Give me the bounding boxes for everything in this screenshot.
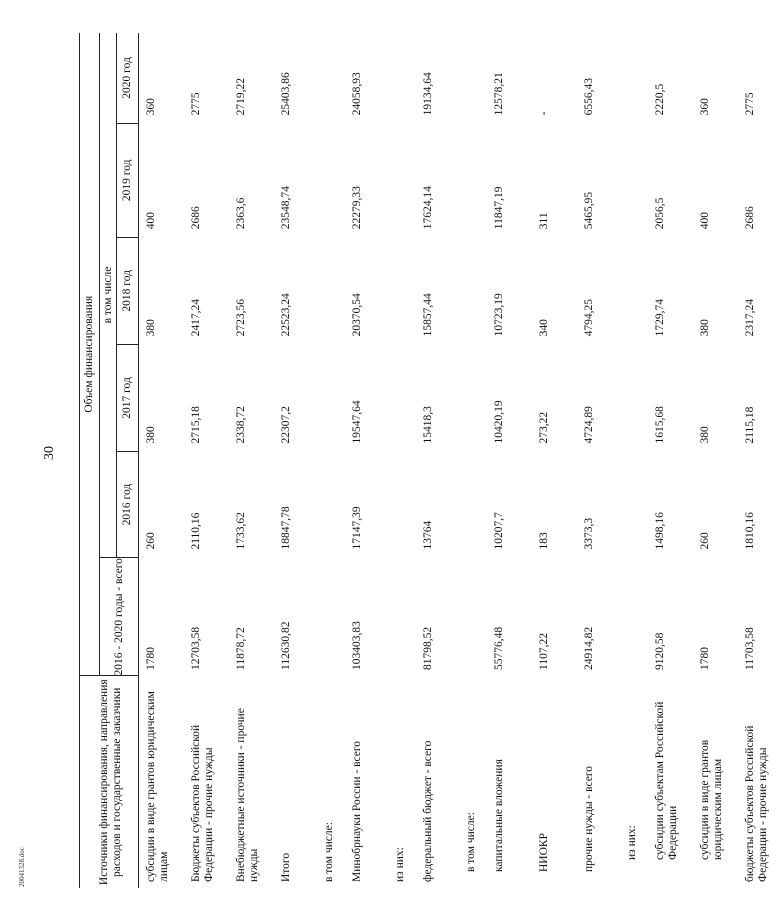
cell-year-value: 19134,64	[416, 33, 461, 123]
cell-year-value: 1810,16	[738, 452, 783, 558]
table-row	[532, 33, 577, 888]
cell-year-value: 13764	[416, 452, 461, 558]
table-row	[229, 33, 274, 888]
cell-year-value: 15857,44	[416, 237, 461, 344]
cell-total: 1780	[139, 558, 185, 676]
cell-year-value: 2317,24	[738, 237, 783, 344]
header-source: Источники финансирования, направления расходов и государственные заказчики	[80, 676, 139, 888]
page-number: 30	[40, 443, 60, 463]
cell-year-value: 18847,78	[274, 452, 319, 558]
cell-year-value: 2715,18	[184, 344, 229, 451]
cell-total: 1107,22	[532, 558, 577, 676]
cell-year-value: 25403,86	[274, 33, 319, 123]
row-label: из них:	[390, 676, 416, 888]
row-label: субсидии субъектам Российской Федерации	[648, 676, 693, 888]
cell-year-value: -	[532, 33, 577, 123]
cell-year-value: 260	[693, 452, 738, 558]
cell-year-value: 360	[693, 33, 738, 123]
cell-year-value: 10207,7	[487, 452, 532, 558]
cell-year-value	[622, 344, 648, 451]
row-label: Внебюджетные источники - прочие нужды	[229, 676, 274, 888]
row-label: Бюджеты субъектов Российской Федерации - прочие нужды	[184, 676, 229, 888]
cell-year-value: 380	[693, 344, 738, 451]
cell-year-value: 2056,5	[648, 123, 693, 237]
cell-total: 103403,83	[345, 558, 390, 676]
cell-year-value: 20370,54	[345, 237, 390, 344]
header-volume: Объем финансирования	[80, 33, 100, 676]
table-row	[693, 33, 738, 888]
cell-year-value	[319, 33, 345, 123]
cell-year-value: 2686	[184, 123, 229, 237]
cell-year-value	[622, 33, 648, 123]
cell-year-value: 6556,43	[577, 33, 622, 123]
cell-year-value	[461, 123, 487, 237]
cell-year-value: 1733,62	[229, 452, 274, 558]
cell-year-value: 5465,95	[577, 123, 622, 237]
cell-year-value: 15418,3	[416, 344, 461, 451]
table-row	[184, 33, 229, 888]
cell-year-value: 260	[139, 452, 185, 558]
table-row	[487, 33, 532, 888]
cell-year-value: 340	[532, 237, 577, 344]
table-row	[622, 33, 648, 888]
cell-total	[390, 558, 416, 676]
cell-total: 24914,82	[577, 558, 622, 676]
row-label: НИОКР	[532, 676, 577, 888]
cell-year-value: 360	[139, 33, 185, 123]
cell-year-value: 400	[139, 123, 185, 237]
footer-file-code: 20041328.doc	[17, 827, 27, 907]
header-year: 2019 год	[117, 123, 139, 237]
table-row	[648, 33, 693, 888]
cell-year-value: 2775	[738, 33, 783, 123]
cell-year-value: 2417,24	[184, 237, 229, 344]
cell-year-value	[622, 452, 648, 558]
table-row	[345, 33, 390, 888]
cell-total: 12703,58	[184, 558, 229, 676]
header-year: 2017 год	[117, 344, 139, 451]
cell-year-value: 2363,6	[229, 123, 274, 237]
cell-year-value: 12578,21	[487, 33, 532, 123]
cell-year-value: 1615,68	[648, 344, 693, 451]
cell-year-value: 1729,74	[648, 237, 693, 344]
row-label: капитальные вложения	[487, 676, 532, 888]
cell-total: 9120,58	[648, 558, 693, 676]
table-header	[80, 33, 139, 888]
table-row	[319, 33, 345, 888]
cell-year-value: 17147,39	[345, 452, 390, 558]
table-landscape-frame	[79, 33, 639, 888]
cell-year-value: 23548,74	[274, 123, 319, 237]
cell-year-value: 4794,25	[577, 237, 622, 344]
cell-year-value: 22279,33	[345, 123, 390, 237]
rotated-table-area	[79, 33, 639, 888]
row-label: субсидии в виде грантов юридическим лицам	[693, 676, 738, 888]
table-row	[139, 33, 185, 888]
table-row	[738, 33, 783, 888]
cell-year-value: 2220,5	[648, 33, 693, 123]
cell-year-value: 380	[693, 237, 738, 344]
cell-total	[622, 558, 648, 676]
row-label: субсидии в виде грантов юридическим лицам	[139, 676, 185, 888]
cell-year-value: 2338,72	[229, 344, 274, 451]
cell-year-value	[390, 237, 416, 344]
cell-total	[319, 558, 345, 676]
table-body	[139, 33, 783, 888]
cell-year-value: 4724,89	[577, 344, 622, 451]
cell-year-value	[390, 123, 416, 237]
cell-year-value	[390, 33, 416, 123]
row-label: бюджеты субъектов Российской Федерации - прочие нужды	[738, 676, 783, 888]
table-row	[461, 33, 487, 888]
cell-year-value	[461, 344, 487, 451]
cell-year-value: 2723,56	[229, 237, 274, 344]
cell-year-value: 2686	[738, 123, 783, 237]
cell-year-value	[461, 452, 487, 558]
cell-year-value: 11847,19	[487, 123, 532, 237]
cell-year-value: 2115,18	[738, 344, 783, 451]
cell-year-value	[319, 123, 345, 237]
cell-year-value	[390, 344, 416, 451]
cell-year-value: 2110,16	[184, 452, 229, 558]
header-in-that-number: в том числе	[100, 33, 117, 558]
cell-year-value: 1498,16	[648, 452, 693, 558]
cell-total: 112630,82	[274, 558, 319, 676]
header-total: 2016 - 2020 годы - всего	[100, 558, 139, 676]
financing-table	[79, 33, 783, 888]
row-label: из них:	[622, 676, 648, 888]
table-row	[390, 33, 416, 888]
table-row	[274, 33, 319, 888]
table-row	[416, 33, 461, 888]
cell-year-value: 19547,64	[345, 344, 390, 451]
cell-year-value: 273,22	[532, 344, 577, 451]
cell-total	[461, 558, 487, 676]
row-label: прочие нужды - всего	[577, 676, 622, 888]
cell-total: 11878,72	[229, 558, 274, 676]
cell-year-value: 10723,19	[487, 237, 532, 344]
cell-year-value	[319, 344, 345, 451]
cell-year-value: 17624,14	[416, 123, 461, 237]
cell-year-value	[319, 237, 345, 344]
cell-year-value: 24058,93	[345, 33, 390, 123]
cell-year-value: 380	[139, 344, 185, 451]
table-row	[577, 33, 622, 888]
cell-total: 55776,48	[487, 558, 532, 676]
cell-year-value: 3373,3	[577, 452, 622, 558]
cell-year-value: 10420,19	[487, 344, 532, 451]
cell-year-value: 2775	[184, 33, 229, 123]
cell-year-value	[390, 452, 416, 558]
cell-year-value: 380	[139, 237, 185, 344]
cell-year-value: 22307,2	[274, 344, 319, 451]
cell-year-value: 2719,22	[229, 33, 274, 123]
row-label: федеральный бюджет - всего	[416, 676, 461, 888]
row-label: Минобрнауки России - всего	[345, 676, 390, 888]
cell-year-value	[622, 237, 648, 344]
cell-year-value: 311	[532, 123, 577, 237]
cell-year-value	[319, 452, 345, 558]
cell-total: 11703,58	[738, 558, 783, 676]
row-label: в том числе:	[461, 676, 487, 888]
row-label: Итого	[274, 676, 319, 888]
cell-year-value: 22523,24	[274, 237, 319, 344]
row-label: в том числе:	[319, 676, 345, 888]
cell-year-value: 400	[693, 123, 738, 237]
cell-year-value	[461, 237, 487, 344]
cell-year-value	[461, 33, 487, 123]
cell-total: 81798,52	[416, 558, 461, 676]
cell-total: 1780	[693, 558, 738, 676]
header-year: 2020 год	[117, 33, 139, 123]
header-year: 2018 год	[117, 237, 139, 344]
cell-year-value: 183	[532, 452, 577, 558]
cell-year-value	[622, 123, 648, 237]
header-year: 2016 год	[117, 452, 139, 558]
